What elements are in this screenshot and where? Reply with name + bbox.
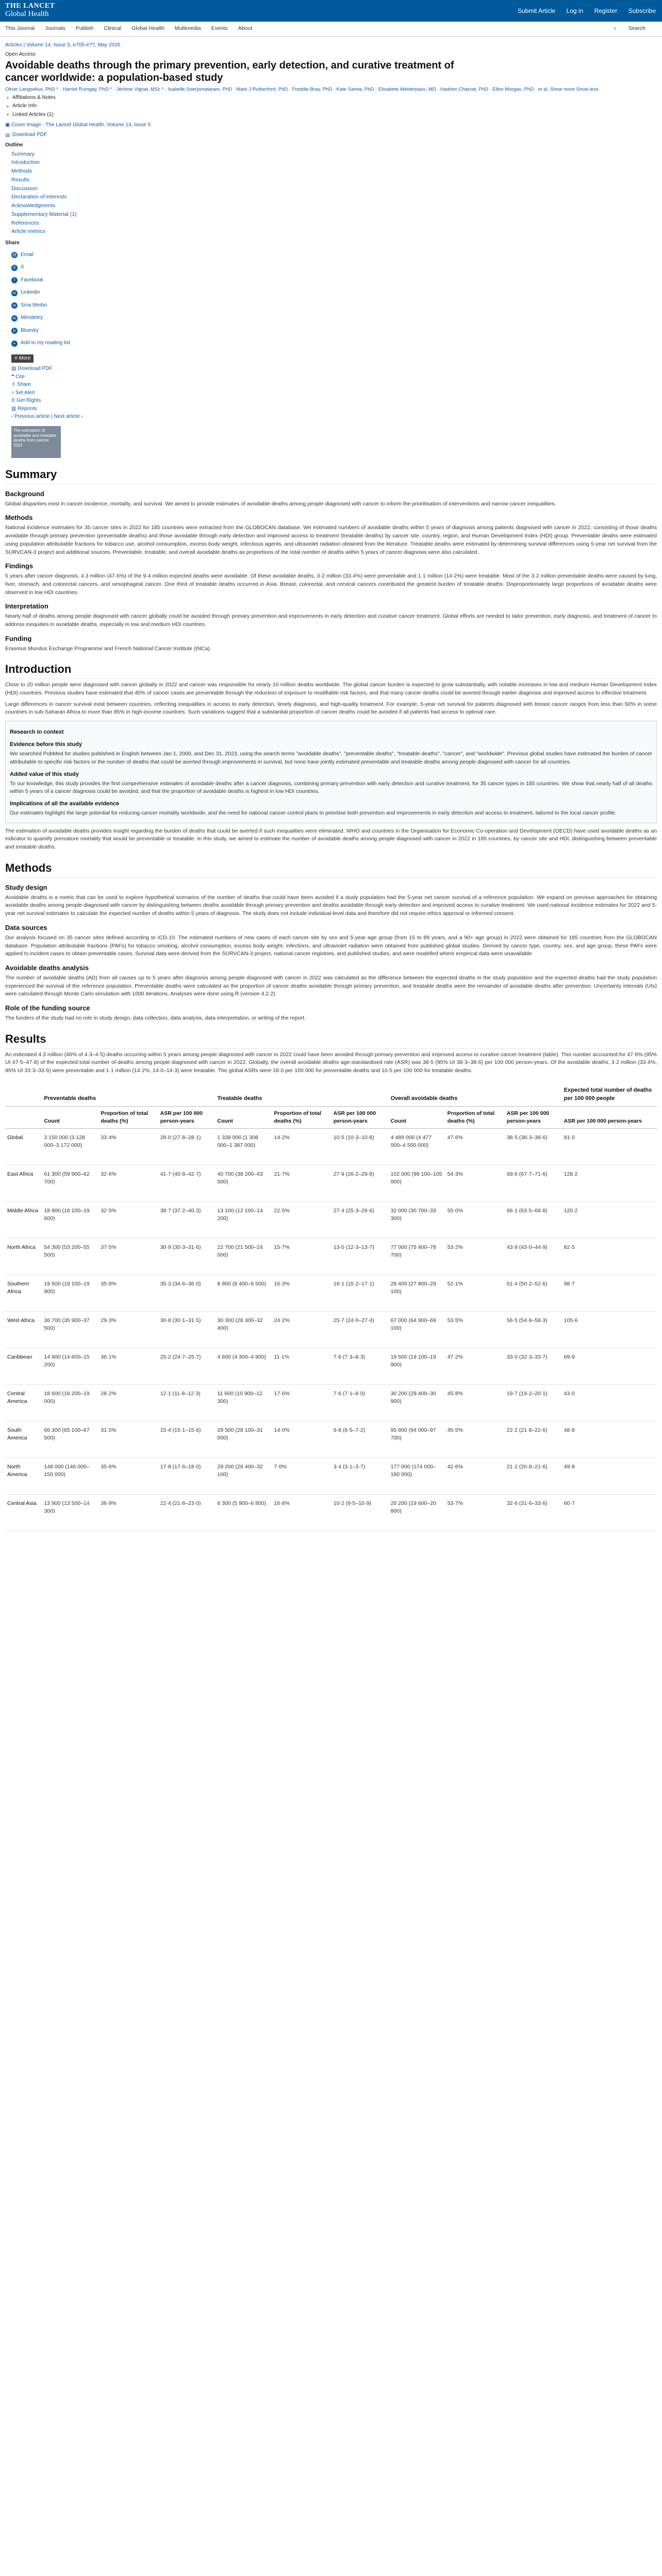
tool-label: Set Alert	[15, 389, 35, 396]
table-row	[5, 1348, 657, 1385]
linkedin-icon: in	[11, 290, 18, 296]
analysis-heading: Avoidable deaths analysis	[5, 964, 89, 972]
table-group-header-row	[5, 1083, 657, 1106]
table-cell: 45·8%	[445, 1385, 505, 1421]
table-cell: 27·4 (25·3–29·6)	[332, 1202, 389, 1239]
share-label: Sina Weibo	[21, 302, 47, 308]
table-row	[5, 1239, 657, 1275]
title-line-2: cancer worldwide: a population-based study	[5, 72, 223, 83]
journal-logo[interactable]	[5, 3, 55, 18]
nav-item[interactable]: Events	[211, 25, 228, 32]
table-column-header: ASR per 100 000 person-years	[562, 1106, 657, 1128]
study-design-text: Avoidable deaths is a metric that can be used to explore hypothetical scenarios of the number of deaths that could have been avoided if a study population had the 5-year net cancer survival of a reference population. We expand on previous approaches for obtaining avoidable deaths among people diagnosed with cancer by distinguishing between deaths avoidable through primary prevention and deaths avoidable through early detection and improved access to curative treatment. We used national incidence estimates for 2022 and 5-year net survival estimates to calculate the expected number of deaths within 5 years of diagnosis. The study does not include individual-level data and therefore did not require ethics approval or informed consent.	[5, 894, 657, 917]
open-access-badge: Open Access	[5, 51, 36, 57]
x-icon: X	[11, 265, 18, 271]
table-cell: 16·1 (15·2–17·1)	[332, 1275, 389, 1312]
table-body	[5, 1129, 657, 1531]
table-cell: 30·8 (30·1–31·5)	[158, 1312, 216, 1348]
analysis-text: The number of avoidable deaths (AD) from all causes up to 5 years after diagnosis among people diagnosed with cancer in 2022 was calculated as the difference between the expected deaths in the study population and the expected deaths had the study population experienced the survival of the reference population. Preventable deaths were calculated as the proportion of cancer deaths avoidable through primary prevention, and treatable deaths were the remainder of avoidable deaths after prevention. Uncertainty intervals (UIs) were calculated through Monte Carlo simulation with 1000 iterations. Analyses were done using R (version 4.2.2).	[5, 974, 657, 997]
table-cell: 21·7%	[272, 1165, 332, 1202]
table-cell: 32·6%	[98, 1165, 158, 1202]
table-cell: 49·8	[562, 1458, 657, 1495]
table-group-header: Preventable deaths	[42, 1083, 215, 1106]
tool-item[interactable]	[11, 405, 657, 413]
table-cell: 25·2 (24·7–25·7)	[158, 1348, 216, 1385]
table-cell: 38·5 (38·3–38·6)	[505, 1129, 562, 1165]
table-cell: 42·6%	[445, 1458, 505, 1495]
table-cell: 13 900 (13 500–14 300)	[42, 1495, 98, 1531]
table-cell: 8 900 (8 400–9 500)	[216, 1275, 272, 1312]
search-icon: ⌕	[613, 25, 618, 32]
affiliations-toggle[interactable]	[5, 94, 657, 102]
table-cell: 3 150 000 (3 128 000–3 172 000)	[42, 1129, 98, 1165]
chevron-right-icon: ›	[79, 414, 83, 420]
main-nav	[0, 22, 662, 37]
funding-summary-heading: Funding	[5, 634, 32, 642]
table-cell: 66·1 (63·5–68·8)	[505, 1202, 562, 1239]
table-cell: 55·0%	[445, 1202, 505, 1239]
nav-item[interactable]: About	[238, 25, 253, 32]
table-cell: 7·8 (7·3–8·3)	[332, 1348, 389, 1385]
table-cell: 48·8	[562, 1421, 657, 1458]
table-cell: 11·1%	[272, 1348, 332, 1385]
funding-summary-text: Erasmus Mundus Exchange Programme and French National Cancer Institute (INCa).	[5, 645, 211, 652]
table-cell: 13 100 (12 100–14 200)	[216, 1202, 272, 1239]
table-cell: 35·8%	[98, 1275, 158, 1312]
interpretation-heading: Interpretation	[5, 602, 48, 611]
table-cell: 14 900 (14 600–15 200)	[42, 1348, 98, 1385]
table-cell: 35·6%	[98, 1458, 158, 1495]
interpretation-text: Nearly half of deaths among people diagnosed with cancer globally could be avoided through primary prevention and improvements in early detection and curative cancer treatment. Global efforts are needed to tailor prevention, early diagnosis, and treatment of cancer to address inequities in avoidable deaths, especially in low and medium HDI countries.	[5, 613, 657, 628]
table-cell: 41·7 (40·8–42·7)	[158, 1165, 216, 1202]
methods-heading: Methods	[5, 860, 657, 878]
login-link[interactable]: Log in	[566, 7, 584, 14]
table-cell-region: East Africa	[5, 1165, 42, 1202]
study-design-heading: Study design	[5, 883, 47, 891]
table-cell: 77 000 (75 400–78 700)	[389, 1239, 445, 1275]
results-table	[5, 1083, 657, 1531]
panel-subheading: Evidence before this study	[10, 741, 82, 748]
data-sources-heading: Data sources	[5, 923, 47, 931]
table-cell: 16·3%	[272, 1275, 332, 1312]
table-cell: 6 300 (5 900–6 800)	[216, 1495, 272, 1531]
table-cell: 60·7	[562, 1495, 657, 1531]
document-icon: ▥	[11, 405, 18, 412]
author-list[interactable]: Oliver Langselius, PhD * · Harriet Rumgay, PhD * · Jérôme Vignat, MSc * · Isabelle Soerjomataram, PhD · Mark J Rutherford, PhD · Freddie Bray, PhD · Kate Sarwa, PhD · Elisabete Weiderpass, MD · Hadrien Charvat, PhD · Ellen Morgan, PhD · et al. Show more Show less	[5, 87, 599, 92]
outline-heading: Outline	[5, 142, 23, 148]
intro-paragraph: Close to 20 million people were diagnosed with cancer globally in 2022 and cancer was responsible for nearly 10 million deaths worldwide. The global cancer burden is expected to grow substantially, with notable increases in low and medium Human Development Index (HDI) countries. Previous studies have estimated that 40% of cancer cases are preventable through the reduction of exposure to modifiable risk factors, and that many cancer deaths could be averted through earlier diagnosis and improved access to effective treatment.	[5, 682, 657, 696]
table-row	[5, 1458, 657, 1495]
tool-item[interactable]	[11, 413, 657, 421]
table-cell: 61 300 (59 900–62 700)	[42, 1165, 98, 1202]
linked-articles-label: Linked Articles (1)	[12, 111, 54, 117]
article-tools	[5, 365, 657, 421]
share-label: X	[21, 264, 24, 270]
chevron-left-icon: ‹	[11, 414, 15, 420]
weibo-icon: w	[11, 302, 18, 309]
header-links	[508, 7, 656, 15]
table-cell: 15·4 (15·1–15·6)	[158, 1421, 216, 1458]
table-column-header: Proportion of total deaths (%)	[445, 1106, 505, 1128]
nav-item[interactable]: Multimedia	[174, 25, 201, 32]
table-cell: 52·1%	[445, 1275, 505, 1312]
table-cell: 4 600 (4 300–4 900)	[216, 1348, 272, 1385]
table-group-header: Expected total number of deaths per 100 000 people	[562, 1083, 657, 1106]
table-cell: 120·2	[562, 1202, 657, 1239]
table-cell-region: Middle Africa	[5, 1202, 42, 1239]
table-cell: 15·7%	[272, 1239, 332, 1275]
table-cell: 47·6%	[445, 1129, 505, 1165]
table-cell: 69·6 (67·7–71·6)	[505, 1165, 562, 1202]
outline-item[interactable]: Declaration of interests	[11, 194, 67, 200]
table-column-header: ASR per 100 000 person-years	[505, 1106, 562, 1128]
table-cell: 22 700 (21 500–24 000)	[216, 1239, 272, 1275]
share-icon: ⇪	[11, 382, 18, 388]
table-column-header: ASR per 100 000 person-years	[158, 1106, 216, 1128]
table-cell: 95 800 (94 000–97 700)	[389, 1421, 445, 1458]
outline-item[interactable]: Acknowledgments	[11, 202, 56, 209]
bluesky-icon: b	[11, 328, 18, 334]
cover-image-link[interactable]	[5, 122, 657, 129]
subscribe-link[interactable]: Subscribe	[628, 7, 656, 14]
table-column-header: ASR per 100 000 person-years	[332, 1106, 389, 1128]
share-label: Bluesky	[21, 327, 39, 333]
table-cell: 22·2 (21·8–22·6)	[505, 1421, 562, 1458]
table-cell: 54 300 (53 200–55 500)	[42, 1239, 98, 1275]
download-pdf-button[interactable]	[5, 131, 657, 139]
nav-search[interactable]	[614, 25, 656, 32]
table-cell: 40 700 (38 200–43 500)	[216, 1165, 272, 1202]
share-facebook[interactable]	[11, 277, 657, 284]
logo-line2: Global Health	[5, 9, 49, 18]
search-label: Search	[628, 25, 646, 32]
tool-label: Get Rights	[16, 398, 41, 404]
affiliations-label: Affiliations & Notes	[12, 94, 56, 100]
bookmark-icon: +	[11, 341, 18, 347]
outline-item[interactable]: Methods	[11, 168, 32, 175]
intro-paragraph: Large differences in cancer survival exist between countries, reflecting inequalities in access to early detection, timely diagnosis, and high-quality treatment. For example, 5-year net survival for patients diagnosed with breast cancer ranges from less than 50% in some countries in sub-Saharan Africa to more than 85% in high-income countries. Such variations suggest that a substantial proportion of cancer deaths could be avoided if all patients had access to optimal care.	[5, 701, 657, 716]
table-cell: 56·5 (54·8–58·3)	[505, 1312, 562, 1348]
table-cell: 18 900 (18 100–19 600)	[42, 1202, 98, 1239]
bell-icon: ♪	[11, 389, 15, 396]
menu-icon: ≡	[14, 355, 19, 361]
table-cell: 148 000 (146 000–150 000)	[42, 1458, 98, 1495]
breadcrumb[interactable]: Articles | Volume 14, Issue 5, e705-e??, May 2026	[5, 42, 121, 48]
table-cell: 36·1%	[98, 1348, 158, 1385]
table-cell-region: North Africa	[5, 1239, 42, 1275]
plus-icon: +	[6, 104, 9, 109]
table-cell-region: Global	[5, 1129, 42, 1165]
table-cell: 47·2%	[445, 1348, 505, 1385]
funding-role-text: The funders of the study had no role in study design, data collection, data analysis, data interpretation, or writing of the report.	[5, 1014, 306, 1021]
table-cell: 32 000 (30 700–33 300)	[389, 1202, 445, 1239]
table-cell: 28 400 (27 800–29 100)	[389, 1275, 445, 1312]
table-cell: 51·4 (50·2–52·6)	[505, 1275, 562, 1312]
table-header-empty	[5, 1106, 42, 1128]
table-column-header: Proportion of total deaths (%)	[272, 1106, 332, 1128]
table-cell: 43·9 (43·0–44·9)	[505, 1239, 562, 1275]
graphical-abstract-thumbnail[interactable]	[11, 426, 61, 458]
results-heading: Results	[5, 1031, 657, 1049]
table-cell-region: Central Asia	[5, 1495, 42, 1531]
nav-item[interactable]: Global Health	[131, 25, 164, 32]
table-cell: 54·3%	[445, 1165, 505, 1202]
site-header	[0, 0, 662, 22]
table-cell: 19 500 (19 100–19 900)	[389, 1348, 445, 1385]
image-icon: ▣	[5, 122, 12, 128]
table-cell: 29 200 (26 400–32 100)	[216, 1458, 272, 1495]
table-cell: 43·0	[562, 1385, 657, 1421]
outline-item[interactable]: Summary	[11, 150, 35, 157]
results-paragraph: An estimated 4.3 million (46% of 4·3–4·5) deaths occurring within 5 years among people diagnosed with cancer in 2022 could have been avoided through primary prevention and improved access to curative cancer treatment (table). This number accounted for 47·6% (95% UI 47·5–47·8) of the expected total number of deaths among people diagnosed with cancer in 2022. Globally, the overall avoidable deaths age-standardised rate (ASR) was 38·5 (95% UI 38·3–38·6) per 100 000 person-years. Of the avoidable deaths, 3·2 million (33·4%, 95% UI 33·3–33·6) were preventable and 1·1 million (14·2%, 14·0–14·3) were treatable. The global ASRs were 28·0 per 100 000 for preventable deaths and 10·5 per 100 000 for treatable deaths.	[5, 1051, 657, 1074]
introduction-heading: Introduction	[5, 661, 657, 679]
table-cell: 69·9	[562, 1348, 657, 1385]
table-cell-region: North America	[5, 1458, 42, 1495]
outline-item[interactable]: References	[11, 219, 39, 226]
table-row	[5, 1202, 657, 1239]
table-column-header: Count	[389, 1106, 445, 1128]
table-cell: 28·2%	[98, 1385, 158, 1421]
table-cell: 32·5%	[98, 1202, 158, 1239]
table-cell: 1 339 000 (1 308 000–1 387 000)	[216, 1129, 272, 1165]
table-cell: 10·2 (9·5–10·9)	[332, 1495, 389, 1531]
article-info-toggle[interactable]	[5, 103, 657, 110]
table-row	[5, 1275, 657, 1312]
findings-text: 5 years after cancer diagnosis, 4.3 million (47·6%) of the 9·4 million expected deaths were avoidable. Of these avoidable deaths, 3·2 million (33·4%) were preventable and 1·1 million (14·2%) were treatable. Most of the 3·2 million preventable deaths were caused by lung, liver, stomach, and colorectal cancers, and oesophageal cancer. One third of treatable deaths occurred in Asia. Breast, colorectal, and cervical cancers contributed the greatest burden of treatable deaths. Disproportionately large proportions of avoidable deaths were observed in low HDI countries.	[5, 573, 657, 596]
panel-subheading: Implications of all the available evidence	[10, 801, 120, 807]
tool-item[interactable]	[11, 374, 657, 381]
table-cell: 29 500 (28 100–31 000)	[216, 1421, 272, 1458]
share-linkedin[interactable]	[11, 289, 657, 297]
nav-item[interactable]: Publish	[75, 25, 94, 32]
table-cell: 35·3 (34·6–36·0)	[158, 1275, 216, 1312]
table-cell: 11 600 (10 900–12 300)	[216, 1385, 272, 1421]
table-row	[5, 1165, 657, 1202]
table-group-header: Treatable deaths	[216, 1083, 389, 1106]
tool-item[interactable]	[11, 365, 657, 373]
table-column-header: Count	[42, 1106, 98, 1128]
more-label: More	[19, 355, 31, 361]
table-cell-region: South America	[5, 1421, 42, 1458]
table-cell: 20 200 (19 600–20 800)	[389, 1495, 445, 1531]
tool-item[interactable]	[11, 381, 657, 389]
share-label: Facebook	[21, 277, 43, 283]
add-reading-list[interactable]	[11, 340, 657, 347]
tool-item[interactable]	[11, 389, 657, 397]
findings-heading: Findings	[5, 562, 34, 570]
table-cell: 33·4%	[98, 1129, 158, 1165]
share-weibo[interactable]	[11, 302, 657, 310]
share-bluesky[interactable]	[11, 327, 657, 335]
table-cell: 12·1 (11·8–12·3)	[158, 1385, 216, 1421]
background-text: Global disparities exist in cancer incidence, mortality, and survival. We aimed to provide estimates of avoidable deaths among people diagnosed with cancer to inform the prioritisation of interventions and narrow cancer inequalities.	[5, 500, 556, 507]
panel-title: Research in context	[10, 729, 64, 736]
email-icon: @	[12, 252, 17, 258]
article-title	[5, 59, 657, 84]
logo-line1: THE LANCET	[5, 2, 55, 10]
panel-text: To our knowledge, this study provides the first comprehensive estimates of avoidable deaths after a cancer diagnosis, combining primary prevention with early detection and curative treatment, for 35 cancer types in 185 countries. We show that nearly half of all deaths within 5 years of a cancer diagnosis could be avoided, and that the proportion of avoidable deaths is highest in low HDI countries.	[10, 780, 652, 795]
panel-text: Our estimates highlight the large potential for reducing cancer mortality worldwide, and the need for national cancer control plans to prioritise both prevention and improvements in early detection and access to treatment, tailored to the local cancer profile.	[10, 809, 617, 816]
quote-icon: ❝	[11, 374, 16, 380]
table-cell: 16·8%	[272, 1495, 332, 1531]
share-x[interactable]	[11, 264, 657, 272]
tool-label: Share	[17, 382, 31, 388]
table-cell: 53·5%	[445, 1312, 505, 1348]
outline-item[interactable]: Introduction	[11, 159, 40, 166]
table-cell: 7·6 (7·1–8·0)	[332, 1385, 389, 1421]
tool-item[interactable]	[11, 397, 657, 405]
table-cell: 27·9 (26·2–29·8)	[332, 1165, 389, 1202]
share-heading: Share	[5, 240, 20, 246]
outline-item[interactable]: Results	[11, 176, 30, 183]
research-in-context-panel	[5, 721, 657, 823]
share-mendeley[interactable]	[11, 314, 657, 322]
share-label: Mendeley	[21, 315, 43, 321]
table-cell: 30 300 (28 300–32 400)	[216, 1312, 272, 1348]
panel-text: We searched PubMed for studies published in English between Jan 1, 2000, and Dec 31, 2023, using the search terms "avoidable deaths", "preventable deaths", "treatable deaths", "cancer", and "worldwide". Previous global studies have estimated the burden of cancer attributable to specific risk factors or the number of deaths that could be averted through improvements in survival, but none have jointly estimated preventable and treatable deaths among people diagnosed with cancer for all countries.	[10, 751, 652, 765]
tool-label[interactable]: Next article	[54, 414, 80, 420]
table-cell: 45·5%	[445, 1421, 505, 1458]
table-cell: 67 000 (64 900–69 100)	[389, 1312, 445, 1348]
table-cell-region: Central America	[5, 1385, 42, 1421]
plus-icon: +	[6, 95, 9, 101]
linked-articles-toggle[interactable]	[5, 111, 657, 119]
tool-label: Cite	[15, 374, 25, 380]
article-info-label: Article Info	[12, 103, 37, 109]
table-cell: 128·2	[562, 1165, 657, 1202]
table-cell: 17·8 (17·6–18·0)	[158, 1458, 216, 1495]
table-cell: 32·6 (31·6–33·6)	[505, 1495, 562, 1531]
submit-article-link[interactable]: Submit Article	[517, 7, 556, 14]
table-cell: 98·7	[562, 1275, 657, 1312]
cover-caption: Cover Image - The Lancet Global Health, Volume 14, Issue 5	[11, 122, 151, 128]
nav-item[interactable]: Journals	[45, 25, 65, 32]
table-cell: 21·2 (20·8–21·6)	[505, 1458, 562, 1495]
table-cell: 4 489 000 (4 477 000–4 500 000)	[389, 1129, 445, 1165]
table-cell: 28·0 (27·8–28·1)	[158, 1129, 216, 1165]
table-cell: 22·5%	[272, 1202, 332, 1239]
pdf-icon: ▤	[11, 366, 18, 372]
tool-label: Reprints	[18, 405, 37, 412]
table-column-header: Count	[216, 1106, 272, 1128]
table-cell: 30 200 (29 400–30 900)	[389, 1385, 445, 1421]
table-cell: 102 000 (99 100–105 000)	[389, 1165, 445, 1202]
table-column-header: Proportion of total deaths (%)	[98, 1106, 158, 1128]
share-email[interactable]	[11, 251, 657, 259]
methods-summary-text: National incidence estimates for 35 cancer sites in 2022 for 185 countries were extracted from the GLOBOCAN database. We estimated numbers of avoidable deaths within 5 years of diagnosis among patients diagnosed with cancer in 2022, consisting of those deaths avoidable through primary prevention (preventable deaths) and those avoidable through early detection and improved access to treatment (treatable deaths) by cancer site, country, region, and Human Development Index (HDI) group. Preventable deaths were estimated using population attributable fractions for tobacco use, alcohol consumption, excess body weight, infectious agents, and ultraviolet radiation obtained from the literature. Treatable deaths were estimated by determining survival differences using 5-year net survival from the SURVCAN-3 project and additional sources. Preventable, treatable, and overall avoidable deaths as proportions of the total number of deaths within 5 years of cancer diagnosis were also calculated.	[5, 524, 657, 555]
more-button[interactable]	[11, 354, 34, 363]
table-header-empty	[5, 1083, 42, 1106]
table-cell: 19·7 (19·2–20·1)	[505, 1385, 562, 1421]
table-cell: 33·0 (32·3–33·7)	[505, 1348, 562, 1385]
table-cell: 14·0%	[272, 1421, 332, 1458]
table-cell: 6·8 (6·5–7·2)	[332, 1421, 389, 1458]
table-cell: 53·7%	[445, 1495, 505, 1531]
panel-subheading: Added value of this study	[10, 771, 79, 777]
share-label: Add to my reading list	[21, 340, 71, 346]
table-cell-region: Caribbean	[5, 1348, 42, 1385]
table-cell: 13·0 (12·3–13·7)	[332, 1239, 389, 1275]
table-cell: 37·5%	[98, 1239, 158, 1275]
table-cell-region: Southern Africa	[5, 1275, 42, 1312]
table-sub-header-row	[5, 1106, 657, 1128]
table-cell: 14·2%	[272, 1129, 332, 1165]
table-cell: 66 300 (65 100–67 500)	[42, 1421, 98, 1458]
data-sources-text: Our analysis focused on 35 cancer sites defined according to ICD-10. The estimated numbers of new cases of each cancer site by sex and 5-year age group (from 15 to 89 years, and a 90+ age group) in 2022 were obtained for 185 countries from the GLOBOCAN database. Population attributable fractions (PAFs) for tobacco smoking, alcohol consumption, excess body weight, infections, and ultraviolet radiation were obtained from published global studies. Derived by cancer type, country, sex, and age group, these PAFs were applied to incident cases to obtain preventable cases. Survival data were derived from the SURVCAN-3 project, national cancer registries, and published studies, and were modelled where empirical data were unavailable.	[5, 934, 657, 957]
table-cell: 7·0%	[272, 1458, 332, 1495]
table-cell: 105·6	[562, 1312, 657, 1348]
title-line-1: Avoidable deaths through the primary prevention, early detection, and curative treatment of	[5, 60, 454, 71]
table-cell: 19 500 (19 100–19 900)	[42, 1275, 98, 1312]
article-content	[0, 37, 662, 1531]
table-cell: 82·5	[562, 1239, 657, 1275]
table-cell: 24·2%	[272, 1312, 332, 1348]
nav-item[interactable]: Clinical	[104, 25, 122, 32]
table-row	[5, 1421, 657, 1458]
register-link[interactable]: Register	[594, 7, 618, 14]
table-cell: 10·5 (10·3–10·8)	[332, 1129, 389, 1165]
summary-heading: Summary	[5, 466, 657, 484]
table-row	[5, 1385, 657, 1421]
table-cell: 81·0	[562, 1129, 657, 1165]
table-cell: 177 000 (174 000–180 000)	[389, 1458, 445, 1495]
table-cell: 3·4 (3·1–3·7)	[332, 1458, 389, 1495]
table-row	[5, 1312, 657, 1348]
tool-label: Download PDF	[18, 366, 53, 372]
outline-list	[5, 150, 657, 236]
table-cell-region: West Africa	[5, 1312, 42, 1348]
funding-role-heading: Role of the funding source	[5, 1004, 90, 1012]
table-cell: 29·3%	[98, 1312, 158, 1348]
table-cell: 30·9 (30·3–31·6)	[158, 1239, 216, 1275]
table-group-header: Overall avoidable deaths	[389, 1083, 562, 1106]
intro-paragraph: The estimation of avoidable deaths provides insight regarding the burden of deaths that could be averted if such inequalities were eliminated. WHO and countries in the Organisation for Economic Co-operation and Development (OECD) have used avoidable deaths as an indicator to quantify premature mortality that would be preventable or treatable. In this study, we aimed to estimate the number of avoidable deaths among people diagnosed with cancer in 2022 in 185 countries, by cancer site and HDI, distinguishing between preventable and treatable deaths.	[5, 827, 657, 851]
table-cell: 17·6%	[272, 1385, 332, 1421]
table-cell: 53·2%	[445, 1239, 505, 1275]
separator: |	[49, 414, 54, 420]
mendeley-icon: m	[11, 315, 18, 321]
share-label: LinkedIn	[21, 290, 40, 296]
download-pdf-label: Download PDF	[12, 131, 47, 138]
share-label: Email	[21, 251, 34, 258]
outline-item[interactable]: Discussion	[11, 185, 38, 192]
table-cell: 36 700 (35 900–37 500)	[42, 1312, 98, 1348]
table-row	[5, 1495, 657, 1531]
table-cell: 38·7 (37·2–40·3)	[158, 1202, 216, 1239]
table-cell: 36·9%	[98, 1495, 158, 1531]
tool-label: Previous article	[14, 414, 50, 420]
copyright-icon: ©	[11, 398, 17, 404]
nav-item[interactable]: This Journal	[5, 25, 35, 32]
background-heading: Background	[5, 489, 44, 498]
pdf-icon: ▤	[5, 132, 10, 138]
table-cell: 18 600 (18 200–19 000)	[42, 1385, 98, 1421]
plus-icon: +	[6, 112, 9, 118]
outline-item[interactable]: Article metrics	[11, 228, 45, 235]
table-cell: 22·4 (21·8–23·0)	[158, 1495, 216, 1531]
table-row	[5, 1129, 657, 1165]
methods-summary-heading: Methods	[5, 514, 33, 522]
outline-item[interactable]: Supplementary Material (1)	[11, 211, 77, 217]
table-cell: 25·7 (24·0–27·4)	[332, 1312, 389, 1348]
facebook-icon: f	[11, 277, 18, 283]
table-cell: 31·5%	[98, 1421, 158, 1458]
figure-caption: The estimation of avoidable and treatable deaths from cancer, 2022	[13, 428, 57, 448]
